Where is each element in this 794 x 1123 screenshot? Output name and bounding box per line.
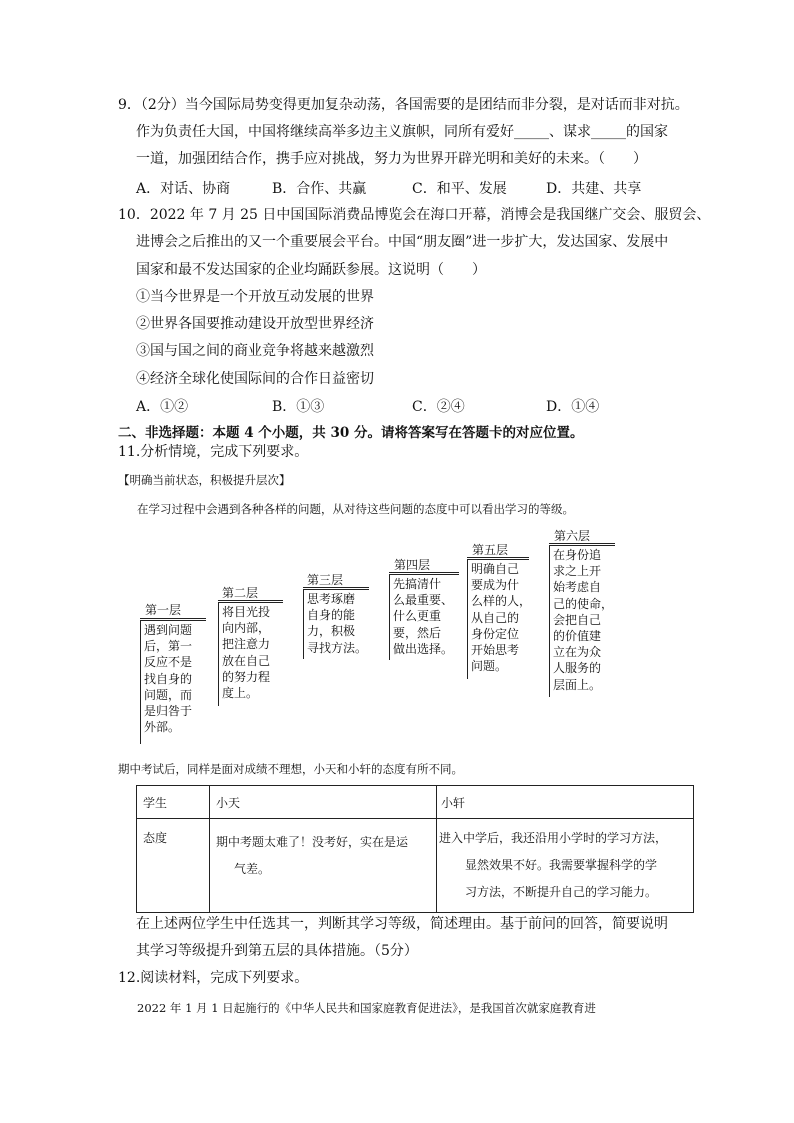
level-5-title: 第五层 [472, 543, 509, 557]
level-1-box: 遇到问题 后，第一 反应不是 找自身的 问题，而 是归咎于 外部。 [140, 620, 206, 744]
level-2-box: 将目光投 向内部， 把注意力 放在自己 的努力程 度上。 [218, 602, 283, 706]
level-6-title: 第六层 [554, 529, 591, 543]
q9-option-b[interactable]: B．合作、共赢 [272, 181, 367, 197]
level-5-step [467, 557, 529, 558]
level-4-box: 先搞清什 么最重要、 什么更重 要，然后 做出选择。 [389, 574, 459, 660]
header-student: 学生 [137, 786, 210, 819]
level-6-step [549, 543, 615, 544]
header-xiaotian: 小天 [210, 786, 437, 819]
level-1-title: 第一层 [145, 603, 182, 617]
level-3-title: 第三层 [307, 573, 344, 587]
table-intro: 期中考试后，同样是面对成绩不理想，小天和小轩的态度有所不同。 [118, 762, 463, 776]
level-3-step [303, 587, 369, 588]
q10-line-2: 进博会之后推出的又一个重要展会平台。中国“朋友圈”进一步扩大，发达国家、发展中 [136, 234, 669, 250]
q10-option-b[interactable]: B．①③ [272, 399, 325, 415]
level-3-box: 思考琢磨 自身的能 力，积极 寻找方法。 [303, 589, 369, 659]
level-1-step [140, 618, 206, 619]
q10-line-3: 国家和最不发达国家的企业均踊跃参展。这说明（ ） [136, 262, 486, 278]
q10-option-a[interactable]: A．①② [136, 399, 189, 415]
q9-option-a[interactable]: A．对话、协商 [136, 181, 231, 197]
q11-subheading: 【明确当前状态，积极提升层次】 [118, 473, 291, 487]
xiaotian-attitude: 期中考题太难了！没考好，实在是运 气差。 [210, 819, 437, 913]
q10-item-2: ②世界各国要推动建设开放型世界经济 [136, 316, 374, 332]
q9-line-2: 作为负责任大国，中国将继续高举多边主义旗帜，同所有爱好_____、谋求_____的国家 [136, 124, 668, 140]
level-4-title: 第四层 [394, 558, 431, 572]
q10-option-c[interactable]: C．②④ [412, 399, 465, 415]
xiaoxuan-attitude: 进入中学后，我还沿用小学时的学习方法， 显然效果不好。我需要掌握科学的学 习方法，不断提升自己的学习能力。 [437, 819, 694, 913]
level-4-step [389, 572, 459, 573]
q9-line-1: 9．（2分）当今国际局势变得更加复杂动荡，各国需要的是团结而非分裂，是对话而非对抗。 [118, 97, 689, 113]
q10-option-d[interactable]: D．①④ [546, 399, 600, 415]
attitude-table [136, 785, 694, 913]
q11-intro: 在学习过程中会遇到各种各样的问题，从对待这些问题的态度中可以看出学习的等级。 [137, 502, 574, 516]
q12-text: 2022 年 1 月 1 日起施行的《中华人民共和国家庭教育促进法》，是我国首次就家庭教育进 [137, 1001, 596, 1015]
q11-task-line-1: 在上述两位学生中任选其一，判断其学习等级，简述理由。基于前问的回答，简要说明 [136, 916, 668, 932]
q9-option-d[interactable]: D．共建、共享 [546, 181, 642, 197]
q10-item-4: ④经济全球化使国际间的合作日益密切 [136, 371, 374, 387]
level-2-title: 第二层 [222, 586, 259, 600]
q9-line-3: 一道，加强团结合作，携手应对挑战，努力为世界开辟光明和美好的未来。（ ） [136, 151, 647, 167]
level-6-box: 在身份追 求之上开 始考虑自 己的使命， 会把自己 的价值建 立在为众 人服务的 层面上。 [549, 545, 615, 697]
q11-task-line-2: 其学习等级提升到第五层的具体措施。（5分） [136, 943, 418, 959]
q11-title: 11.分析情境，完成下列要求。 [118, 444, 309, 460]
row-label-attitude: 态度 [137, 819, 210, 913]
q10-line-1: 10．2022 年 7 月 25 日中国国际消费品博览会在海口开幕，消博会是我国继广交会、服贸会、 [118, 207, 711, 223]
q10-item-3: ③国与国之间的商业竞争将越来越激烈 [136, 343, 374, 359]
level-5-box: 明确自己 要成为什 么样的人， 从自己的 身份定位 开始思考 问题。 [467, 559, 529, 679]
q12-title: 12.阅读材料，完成下列要求。 [118, 970, 309, 986]
section-heading: 二、非选择题：本题 4 个小题，共 30 分。请将答案写在答题卡的对应位置。 [118, 425, 584, 441]
level-2-step [218, 600, 283, 601]
q9-option-c[interactable]: C．和平、发展 [412, 181, 507, 197]
header-xiaoxuan: 小轩 [437, 786, 694, 819]
q10-item-1: ①当今世界是一个开放互动发展的世界 [136, 289, 374, 305]
